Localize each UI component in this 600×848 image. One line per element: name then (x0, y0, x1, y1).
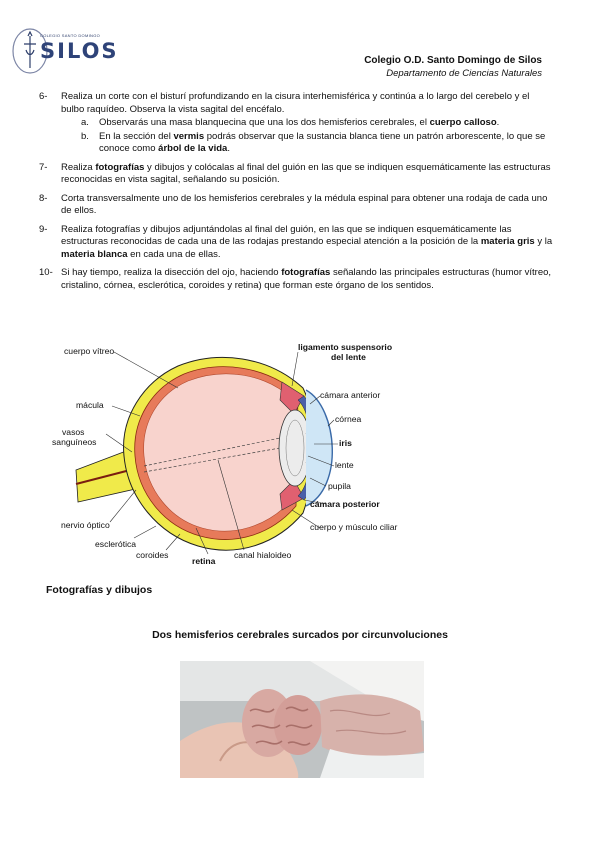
label-sanguineos: sanguíneos (52, 437, 97, 447)
label-ligamento-2: del lente (331, 352, 366, 362)
page-header (0, 0, 600, 95)
label-cornea: córnea (335, 414, 362, 424)
label-camara-anterior: cámara anterior (320, 390, 381, 400)
bold-term: fotografías (95, 161, 145, 173)
item-number: 8- (39, 192, 48, 204)
bold-term: vermis (173, 130, 205, 142)
label-iris: iris (339, 438, 352, 448)
department-name: Departamento de Ciencias Naturales (386, 68, 542, 79)
item-text (61, 193, 554, 218)
text-segment: . (227, 143, 230, 154)
label-pupila: pupila (328, 481, 351, 491)
item-text (61, 162, 554, 187)
brain-photo (180, 661, 424, 778)
instruction-item (34, 91, 554, 156)
bold-term: árbol de la vida (158, 143, 228, 154)
item-number: 10- (39, 267, 53, 278)
item-number: 9- (39, 223, 48, 235)
item-text (61, 267, 554, 292)
text-segment: en cada una de ellas. (127, 248, 221, 260)
instruction-item (34, 224, 554, 262)
instruction-item (34, 267, 554, 292)
text-segment: Realiza (61, 161, 96, 173)
instruction-item (34, 162, 554, 187)
label-cuerpo-musculo-ciliar: cuerpo y músculo ciliar (310, 522, 398, 532)
item-number: 7- (39, 161, 48, 173)
text-segment: Observarás una masa blanquecina que una los dos hemisferios cerebrales, el (99, 117, 430, 128)
vitreous-body-shape (144, 374, 302, 531)
photo-caption: Dos hemisferios cerebrales surcados por circunvoluciones (152, 629, 448, 641)
text-segment: y la (534, 236, 553, 247)
bold-term: cuerpo calloso (429, 117, 497, 128)
bold-term: fotografías (281, 267, 331, 278)
label-lente: lente (335, 460, 354, 470)
text-segment: En la sección del (99, 130, 174, 142)
bold-term: materia gris (480, 236, 535, 247)
logo-small-text: COLEGIO SANTO DOMINGO (40, 33, 101, 38)
logo-wordmark: SILOS (40, 39, 119, 63)
label-retina: retina (192, 556, 216, 566)
label-coroides: coroides (136, 550, 169, 560)
text-segment: Realiza fotografías y dibujos adjuntándolas al final del guión, en las que se indiquen esquemáticamente las estructuras reconocidas de cada una de las rodajas prestando especial atención a la posición de la (61, 223, 512, 247)
item-text (61, 224, 554, 262)
text-segment: . (496, 117, 500, 128)
bold-term: materia blanca (61, 248, 128, 260)
text-segment: Realiza un corte con el bisturí profundizando en la cisura interhemisférica y continúa a lo largo del cerebelo y el bulbo raquídeo. Observa la vista sagital del encéfalo. (61, 91, 530, 115)
instruction-item (34, 193, 554, 218)
label-esclerotica: esclerótica (95, 539, 137, 549)
label-ligamento-1: ligamento suspensorio (298, 342, 393, 352)
item-text (61, 91, 554, 116)
text-segment: Corta transversalmente uno de los hemisferios cerebrales y la médula espinal para obtener una rodaja de cada uno de ellos. (61, 192, 548, 216)
label-canal-hialoideo: canal hialoideo (234, 550, 292, 560)
label-vasos: vasos (62, 427, 85, 437)
instruction-list (34, 91, 554, 298)
label-camara-posterior: cámara posterior (310, 499, 380, 509)
label-cuerpo-vitreo: cuerpo vítreo (64, 346, 115, 356)
school-block (364, 55, 542, 79)
eye-cross-section (48, 338, 408, 570)
text-segment: podrás observar que la sustancia blanca tiene un patrón arborescente, lo que se conoce como (99, 130, 546, 154)
item-number: 6- (39, 91, 48, 102)
label-macula: mácula (76, 400, 104, 410)
sub-item-letter: b. (81, 130, 89, 142)
text-segment: y dibujos y colócalas al final del guión en las que se indiquen esquemáticamente las estructuras reconocidas en vista sagital, señalando su posición. (61, 161, 551, 185)
sub-item (61, 117, 554, 130)
eye-diagram (48, 338, 408, 570)
label-nervio-optico: nervio óptico (61, 520, 110, 530)
sub-item (61, 131, 554, 156)
section-title: Fotografías y dibujos (46, 584, 153, 596)
school-name: Colegio O.D. Santo Domingo de Silos (364, 55, 542, 66)
sub-item-letter: a. (81, 117, 89, 128)
text-segment: Si hay tiempo, realiza la disección del ojo, haciendo (61, 267, 282, 278)
text-segment: señalando las principales estructuras (humor vítreo, cristalino, córnea, esclerótica, coroides y retina) que forman este órgano de los sentidos. (61, 267, 552, 291)
